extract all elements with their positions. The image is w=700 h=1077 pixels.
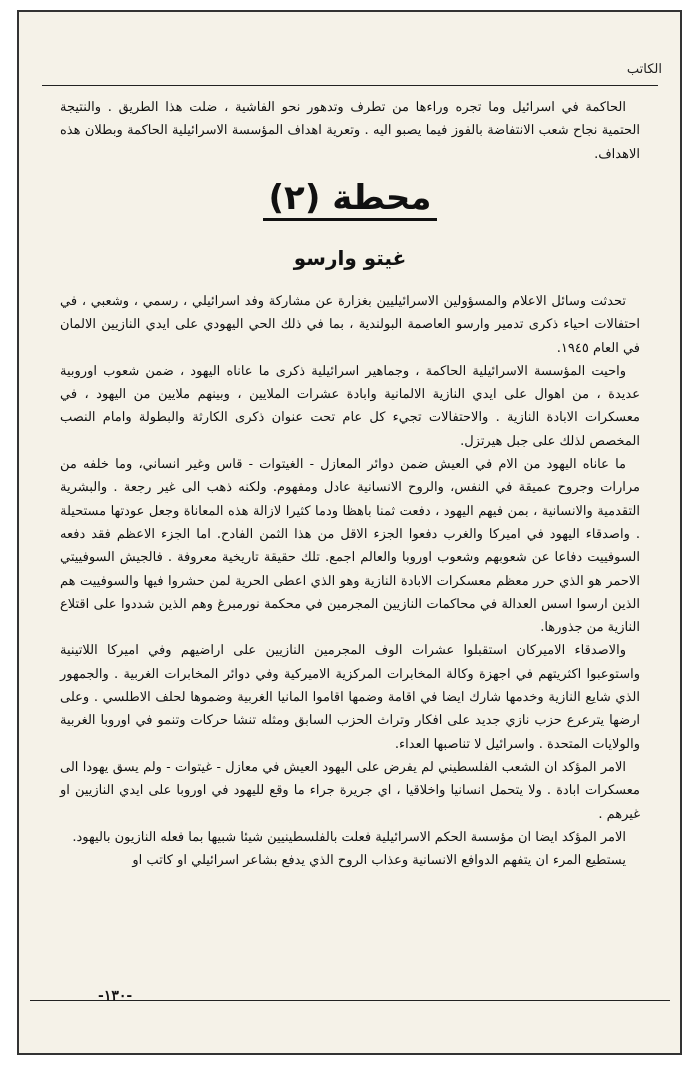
section-title-text: محطة (٢) [263, 178, 438, 221]
paragraph: واحيت المؤسسة الاسرائيلية الحاكمة ، وجماهير اسرائيلية ذكرى ما عاناه اليهود ، ضمن شعوب اوروبية عديدة ، من اهوال على ايدي النازية الالمانية وابادة عشرات الملايين ، وبينهم ملايين من اليهود ، في معسكرات الابادة النازية . والاحتفالات تجيء كل عام تحت عنوان ذكرى الكارثة والبطولة وامام النصب المخصص لذلك على جبل هيرتزل. [60, 363, 640, 449]
page-number: -١٣٠- [98, 988, 133, 1004]
intro-paragraph: الحاكمة في اسرائيل وما تجره وراءها من تطرف وتدهور نحو الفاشية ، ضلت هذا الطريق . والنتيجة الحتمية نجاح شعب الانتفاضة بالفوز فيما يصبو اليه . وتعرية اهداف المؤسسة الاسرائيلية الحاكمة وبطلان هذه الاهداف. [60, 100, 640, 162]
running-head: الكاتب [626, 62, 662, 77]
intro-text [60, 96, 640, 166]
paragraph: تحدثت وسائل الاعلام والمسؤولين الاسرائيليين بغزارة عن مشاركة وفد اسرائيلي ، رسمي ، وشعبي ، في احتفالات احياء ذكرى تدمير وارسو العاصمة البولندية ، بما في ذلك الحي اليهودي على ايدي النازيين الالمان في العام ١٩٤٥. [60, 294, 640, 356]
section-title [0, 178, 700, 218]
paragraph: ما عاناه اليهود من الام في العيش ضمن دوائر المعازل - الغيتوات - قاس وغير انساني، وما خلفه من مرارات وجروح عميقة في النفس، والروح الانسانية عادل ومفهوم. ولكنه ذهب الى غير رجعة . والبشرية التقدمية والانسانية ، بمن فيهم اليهود ، دفعت ثمنا باهظا ودما كثيرا لازالة هذه المعاناة وجعل عودتها مستحيلة . واصدقاء اليهود في اميركا والغرب دفعوا الجزء الاقل من هذا الثمن الفادح. اما الجزء الاعظم فقد دفعه السوفييت دفاعا عن شعوبهم وشعوب اوروبا والعالم اجمع. تلك حقيقة تاريخية معروفة . فالجيش السوفييتي الاحمر هو الذي حرر معظم معسكرات الابادة النازية وهو الذي اعطى الحرية لمن حشروا فيها والسوفييت هم الذين ارسوا اسس العدالة في محاكمات النازيين المجرمين في محكمة نورمبرغ وهم الذين شددوا على اقتلاع النازية من جذورها. [60, 457, 640, 636]
paragraph: الامر المؤكد ايضا ان مؤسسة الحكم الاسرائيلية فعلت بالفلسطينيين شيئا شبيها بما فعله النازيون باليهود. [72, 829, 626, 845]
paragraph: والاصدقاء الاميركان استقبلوا عشرات الوف المجرمين النازيين على اراضيهم وفي اميركا اللاتينية واستوعبوا اكثريتهم في اجهزة وكالة المخابرات المركزية الاميركية وفي دوائر المخابرات الغربية . والجمهور الذي شايع النازية وخدمها شارك ايضا في اقامة وضمها اقاموا المانيا الغربية وضموها لحلف الاطلسي . وعلى ارضها يترعرع حزب نازي جديد على افكار وتراث الحزب السابق ومثله تنشا حركات وتنمو في اوروبا الغربية والولايات المتحدة . واسرائيل لا تناصبها العداء. [60, 643, 640, 752]
header-rule [42, 85, 658, 86]
section-subtitle: غيتو وارسو [293, 246, 407, 270]
paragraph: يستطيع المرء ان يتفهم الدوافع الانسانية وعذاب الروح الذي يدفع بشاعر اسرائيلي او كاتب او [132, 853, 626, 869]
body-text [60, 290, 640, 872]
paragraph: الامر المؤكد ان الشعب الفلسطيني لم يفرض على اليهود العيش في معازل - غيتوات - ولم يسق يهودا الى معسكرات ابادة . ولا يتحمل انسانيا واخلاقيا ، اي جريرة جراء ما وقع لليهود في اوروبا على ايدي النازيين او غيرهم . [60, 759, 640, 822]
